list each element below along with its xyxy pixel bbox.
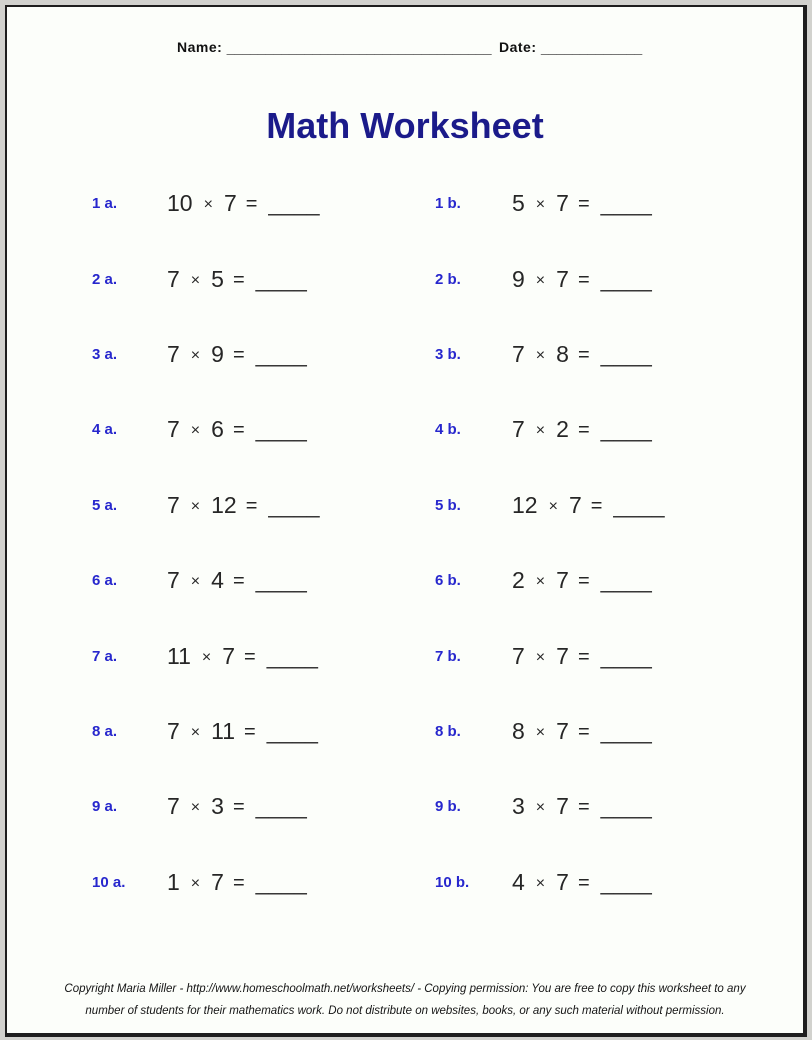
problem-expression bbox=[512, 190, 803, 217]
answer-blank: ____ bbox=[266, 642, 318, 669]
answer-blank: ____ bbox=[255, 416, 307, 443]
factor-1: 7 bbox=[512, 340, 525, 367]
equals-symbol: = bbox=[244, 645, 256, 668]
problem-expression bbox=[512, 492, 803, 519]
answer-blank: ____ bbox=[255, 868, 307, 895]
problem-expression bbox=[512, 718, 803, 745]
answer-blank: ____ bbox=[613, 491, 665, 518]
name-line: __________________________________ bbox=[226, 39, 492, 55]
factor-1: 7 bbox=[167, 340, 180, 367]
factor-1: 8 bbox=[512, 717, 525, 744]
factor-2: 6 bbox=[211, 416, 224, 443]
equals-symbol: = bbox=[245, 193, 258, 216]
factor-1: 10 bbox=[167, 190, 193, 217]
problem-expression bbox=[167, 869, 435, 896]
times-symbol: × bbox=[535, 648, 546, 666]
date-line: _____________ bbox=[540, 39, 643, 55]
factor-2: 11 bbox=[211, 717, 236, 744]
problem-expression bbox=[167, 643, 435, 670]
factor-1: 11 bbox=[167, 642, 191, 669]
problem-expression bbox=[167, 341, 435, 368]
problem-expression bbox=[167, 190, 435, 217]
factor-1: 3 bbox=[512, 793, 525, 820]
times-symbol: × bbox=[548, 497, 558, 515]
problem-row bbox=[7, 694, 803, 769]
footer bbox=[7, 979, 803, 1023]
factor-2: 7 bbox=[556, 717, 569, 744]
equals-symbol: = bbox=[244, 720, 256, 743]
problem-row bbox=[7, 618, 803, 693]
factor-2: 7 bbox=[223, 190, 237, 217]
problem-label: 8 b. bbox=[435, 722, 461, 740]
equals-symbol: = bbox=[232, 268, 245, 291]
worksheet-sheet bbox=[5, 5, 807, 1037]
problem-label: 1 a. bbox=[92, 195, 118, 213]
answer-blank: ____ bbox=[600, 265, 652, 292]
answer-blank: ____ bbox=[600, 717, 652, 744]
equals-symbol: = bbox=[245, 494, 258, 517]
answer-blank: ____ bbox=[600, 793, 652, 820]
factor-2: 2 bbox=[556, 416, 569, 443]
problem-expression bbox=[167, 266, 435, 293]
times-symbol: × bbox=[535, 874, 546, 892]
problem-row bbox=[7, 543, 803, 618]
factor-1: 1 bbox=[167, 868, 180, 895]
factor-2: 7 bbox=[222, 642, 236, 669]
factor-2: 4 bbox=[211, 567, 224, 594]
equals-symbol: = bbox=[577, 720, 590, 743]
date-field-group bbox=[499, 39, 642, 57]
problem-expression bbox=[512, 869, 803, 896]
problems-grid bbox=[7, 166, 803, 920]
answer-blank: ____ bbox=[600, 868, 652, 895]
name-field-group bbox=[177, 39, 491, 57]
times-symbol: × bbox=[535, 422, 546, 440]
problem-row bbox=[7, 241, 803, 316]
factor-1: 7 bbox=[167, 265, 180, 292]
problem-row bbox=[7, 769, 803, 844]
problem-label: 9 b. bbox=[435, 798, 461, 816]
factor-1: 7 bbox=[512, 642, 525, 669]
page-title: Math Worksheet bbox=[266, 105, 544, 146]
problem-label: 5 a. bbox=[92, 496, 118, 514]
times-symbol: × bbox=[190, 346, 201, 364]
problem-row bbox=[7, 845, 803, 920]
times-symbol: × bbox=[201, 648, 212, 666]
times-symbol: × bbox=[535, 723, 546, 741]
footer-line-2: number of students for their mathematics work. Do not distribute on websites, books, or any such material without permission. bbox=[85, 1005, 725, 1018]
problem-label: 9 a. bbox=[92, 798, 118, 816]
problem-expression bbox=[512, 643, 803, 670]
factor-2: 7 bbox=[556, 567, 569, 594]
equals-symbol: = bbox=[577, 796, 590, 819]
problem-label: 1 b. bbox=[435, 195, 461, 213]
factor-2: 7 bbox=[556, 190, 569, 217]
times-symbol: × bbox=[535, 799, 546, 817]
factor-1: 7 bbox=[167, 416, 180, 443]
times-symbol: × bbox=[190, 422, 201, 440]
problem-row bbox=[7, 392, 803, 467]
equals-symbol: = bbox=[577, 268, 590, 291]
times-symbol: × bbox=[535, 196, 546, 214]
answer-blank: ____ bbox=[600, 567, 652, 594]
problem-expression bbox=[512, 416, 803, 443]
problem-expression bbox=[167, 492, 435, 519]
factor-1: 2 bbox=[512, 567, 525, 594]
factor-2: 5 bbox=[211, 265, 224, 292]
times-symbol: × bbox=[203, 196, 213, 214]
problem-label: 4 a. bbox=[92, 421, 118, 439]
answer-blank: ____ bbox=[255, 340, 307, 367]
factor-2: 7 bbox=[556, 793, 569, 820]
problem-label: 2 b. bbox=[435, 270, 461, 288]
times-symbol: × bbox=[535, 271, 546, 289]
problem-expression bbox=[167, 793, 435, 820]
name-label: Name: bbox=[177, 39, 223, 55]
equals-symbol: = bbox=[232, 871, 245, 894]
times-symbol: × bbox=[190, 497, 201, 515]
times-symbol: × bbox=[190, 271, 201, 289]
problem-label: 10 a. bbox=[92, 873, 126, 891]
answer-blank: ____ bbox=[266, 717, 318, 744]
factor-2: 7 bbox=[568, 491, 582, 518]
equals-symbol: = bbox=[232, 570, 245, 593]
factor-1: 7 bbox=[167, 793, 180, 820]
equals-symbol: = bbox=[232, 419, 245, 442]
equals-symbol: = bbox=[577, 343, 590, 366]
factor-1: 12 bbox=[512, 491, 538, 518]
answer-blank: ____ bbox=[600, 340, 652, 367]
factor-1: 7 bbox=[512, 416, 525, 443]
answer-blank: ____ bbox=[255, 793, 307, 820]
factor-2: 7 bbox=[556, 868, 569, 895]
answer-blank: ____ bbox=[600, 642, 652, 669]
problem-expression bbox=[512, 266, 803, 293]
answer-blank: ____ bbox=[255, 265, 307, 292]
problem-label: 6 a. bbox=[92, 572, 118, 590]
factor-2: 9 bbox=[211, 340, 224, 367]
factor-1: 5 bbox=[512, 190, 525, 217]
times-symbol: × bbox=[190, 799, 201, 817]
factor-2: 7 bbox=[556, 642, 569, 669]
problem-expression bbox=[167, 718, 435, 745]
factor-1: 7 bbox=[167, 491, 180, 518]
factor-1: 7 bbox=[167, 567, 180, 594]
answer-blank: ____ bbox=[600, 416, 652, 443]
problem-label: 6 b. bbox=[435, 572, 461, 590]
problem-expression bbox=[512, 793, 803, 820]
footer-line-1: Copyright Maria Miller - http://www.homeschoolmath.net/worksheets/ - Copying permission: You are free to copy this worksheet to any bbox=[64, 983, 746, 996]
answer-blank: ____ bbox=[268, 491, 320, 518]
equals-symbol: = bbox=[232, 343, 245, 366]
problem-expression bbox=[167, 567, 435, 594]
times-symbol: × bbox=[535, 346, 546, 364]
factor-1: 4 bbox=[512, 868, 525, 895]
times-symbol: × bbox=[190, 723, 201, 741]
problem-row bbox=[7, 468, 803, 543]
factor-1: 7 bbox=[167, 717, 180, 744]
problem-row bbox=[7, 166, 803, 241]
problem-expression bbox=[512, 567, 803, 594]
problem-label: 2 a. bbox=[92, 270, 118, 288]
problem-label: 3 a. bbox=[92, 345, 118, 363]
problem-expression bbox=[512, 341, 803, 368]
factor-2: 8 bbox=[556, 340, 569, 367]
answer-blank: ____ bbox=[268, 190, 320, 217]
factor-2: 7 bbox=[556, 265, 569, 292]
answer-blank: ____ bbox=[600, 190, 652, 217]
problem-label: 7 a. bbox=[92, 647, 118, 665]
equals-symbol: = bbox=[577, 570, 590, 593]
equals-symbol: = bbox=[577, 193, 590, 216]
answer-blank: ____ bbox=[255, 567, 307, 594]
problem-expression bbox=[167, 416, 435, 443]
problem-label: 4 b. bbox=[435, 421, 461, 439]
times-symbol: × bbox=[190, 874, 201, 892]
problem-label: 5 b. bbox=[435, 496, 461, 514]
equals-symbol: = bbox=[577, 645, 590, 668]
factor-2: 12 bbox=[211, 491, 237, 518]
date-label: Date: bbox=[499, 39, 537, 55]
header bbox=[7, 39, 803, 63]
equals-symbol: = bbox=[577, 871, 590, 894]
problem-row bbox=[7, 317, 803, 392]
times-symbol: × bbox=[190, 573, 201, 591]
factor-2: 7 bbox=[211, 868, 224, 895]
problem-label: 3 b. bbox=[435, 345, 461, 363]
times-symbol: × bbox=[535, 573, 546, 591]
factor-2: 3 bbox=[211, 793, 224, 820]
problem-label: 8 a. bbox=[92, 722, 118, 740]
equals-symbol: = bbox=[590, 494, 603, 517]
equals-symbol: = bbox=[232, 796, 245, 819]
problem-label: 7 b. bbox=[435, 647, 461, 665]
equals-symbol: = bbox=[577, 419, 590, 442]
problem-label: 10 b. bbox=[435, 873, 470, 891]
factor-1: 9 bbox=[512, 265, 525, 292]
